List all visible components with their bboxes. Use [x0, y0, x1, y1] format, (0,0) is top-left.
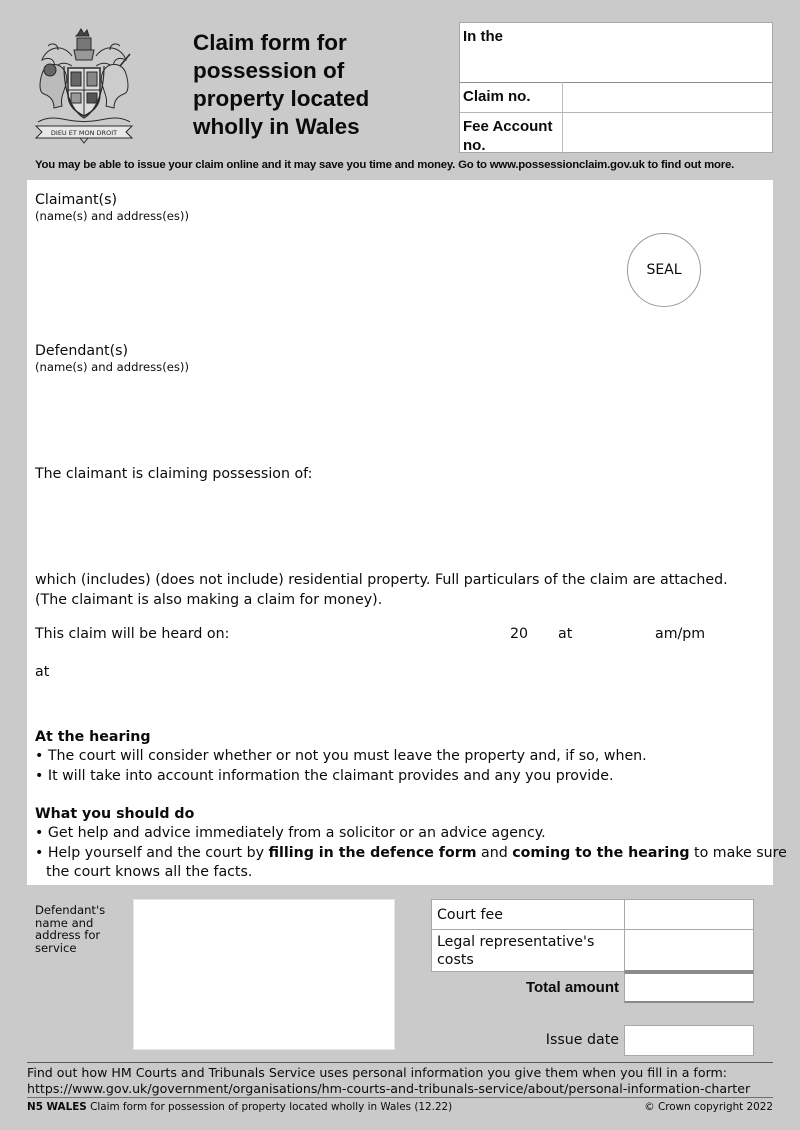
at-the-hearing-heading: At the hearing — [35, 729, 151, 745]
copyright: © Crown copyright 2022 — [644, 1101, 773, 1113]
claim-no-label: Claim no. — [463, 88, 531, 105]
hearing-bullet: • The court will consider whether or not you must leave the property and, if so, when. — [35, 748, 647, 764]
total-amount-field[interactable] — [624, 972, 754, 1003]
possession-of-label: The claimant is claiming possession of: — [35, 466, 313, 482]
residential-statement: which (includes) (does not include) residential property. Full particulars of the claim are attached. — [35, 572, 728, 588]
hearing-year-prefix: 20 — [510, 626, 529, 642]
issue-date-label: Issue date — [545, 1032, 619, 1048]
property-address-field[interactable] — [35, 486, 755, 566]
title-line: wholly in Wales — [193, 114, 360, 139]
claimants-label: Claimant(s) — [35, 192, 118, 208]
legal-costs-label-cell: Legal representative's costs — [431, 929, 625, 972]
footer-divider — [27, 1097, 773, 1098]
fee-account-field[interactable] — [564, 114, 770, 152]
title-line: possession of — [193, 58, 345, 83]
hearing-venue-label: at — [35, 664, 50, 680]
claim-no-field[interactable] — [564, 84, 770, 112]
form-title — [193, 29, 443, 141]
form-code: N5 WALES — [27, 1101, 87, 1113]
claimants-sublabel: (name(s) and address(es)) — [35, 209, 189, 223]
service-address-field[interactable] — [133, 899, 395, 1050]
court-fee-field[interactable] — [624, 899, 754, 930]
seal-label: SEAL — [646, 262, 682, 278]
legal-costs-field[interactable] — [624, 929, 754, 972]
hearing-time-at-label: at — [558, 626, 573, 642]
issue-date-field[interactable] — [624, 1025, 754, 1056]
legal-costs-label: Legal representative's — [437, 934, 595, 950]
hearing-date-field[interactable] — [240, 622, 505, 644]
advice-bullet: • Help yourself and the court by filling in the defence form and coming to the hearing to make sure — [35, 844, 787, 861]
privacy-notice: Find out how HM Courts and Tribunals Service uses personal information you give them when you fill in a form: — [27, 1065, 728, 1080]
hearing-bullet: • It will take into account information the claimant provides and any you provide. — [35, 767, 614, 784]
privacy-charter-link[interactable]: https://www.gov.uk/government/organisations/hm-courts-and-tribunals-service/about/personal-information-charter — [27, 1081, 751, 1096]
hearing-time-field[interactable] — [580, 622, 650, 644]
what-to-do-section — [35, 805, 787, 883]
advice-bullet: • Get help and advice immediately from a solicitor or an advice agency. — [35, 825, 546, 841]
fee-account-label: Fee Account no. — [463, 118, 553, 154]
svg-text:DIEU ET MON DROIT: DIEU ET MON DROIT — [50, 129, 118, 137]
hearing-venue-field[interactable] — [55, 660, 755, 720]
what-to-do-heading: What you should do — [35, 806, 195, 822]
online-claim-note: You may be able to issue your claim online and it may save you time and money. Go to www.possessionclaim.gov.uk to find out more. — [35, 159, 735, 171]
title-line: property located — [193, 86, 370, 111]
service-address-label: Defendant's name and address for service — [35, 903, 106, 955]
advice-bullet-continuation: the court knows all the facts. — [46, 864, 253, 880]
court-name-field[interactable] — [520, 25, 770, 81]
money-claim-statement: (The claimant is also making a claim for money). — [35, 592, 383, 608]
defendants-sublabel: (name(s) and address(es)) — [35, 360, 189, 374]
defendants-field[interactable] — [35, 380, 755, 460]
form-reference — [27, 1101, 452, 1113]
in-the-label: In the — [463, 28, 503, 45]
defendants-section — [35, 342, 189, 374]
court-fee-label: Court fee — [437, 907, 503, 923]
defendants-label: Defendant(s) — [35, 343, 129, 359]
ampm-label: am/pm — [655, 626, 706, 642]
hearing-date-label: This claim will be heard on: — [35, 626, 230, 642]
court-details-box — [459, 22, 773, 153]
royal-coat-of-arms-icon — [28, 26, 140, 144]
claimants-field[interactable] — [35, 228, 615, 338]
at-the-hearing-section — [35, 728, 647, 786]
form-description: Claim form for possession of property located wholly in Wales (12.22) — [86, 1101, 453, 1113]
title-line: Claim form for — [193, 30, 347, 55]
court-seal — [627, 233, 701, 307]
total-amount-label: Total amount — [525, 979, 619, 996]
court-fee-label-cell — [431, 899, 625, 930]
claimants-section — [35, 191, 189, 223]
